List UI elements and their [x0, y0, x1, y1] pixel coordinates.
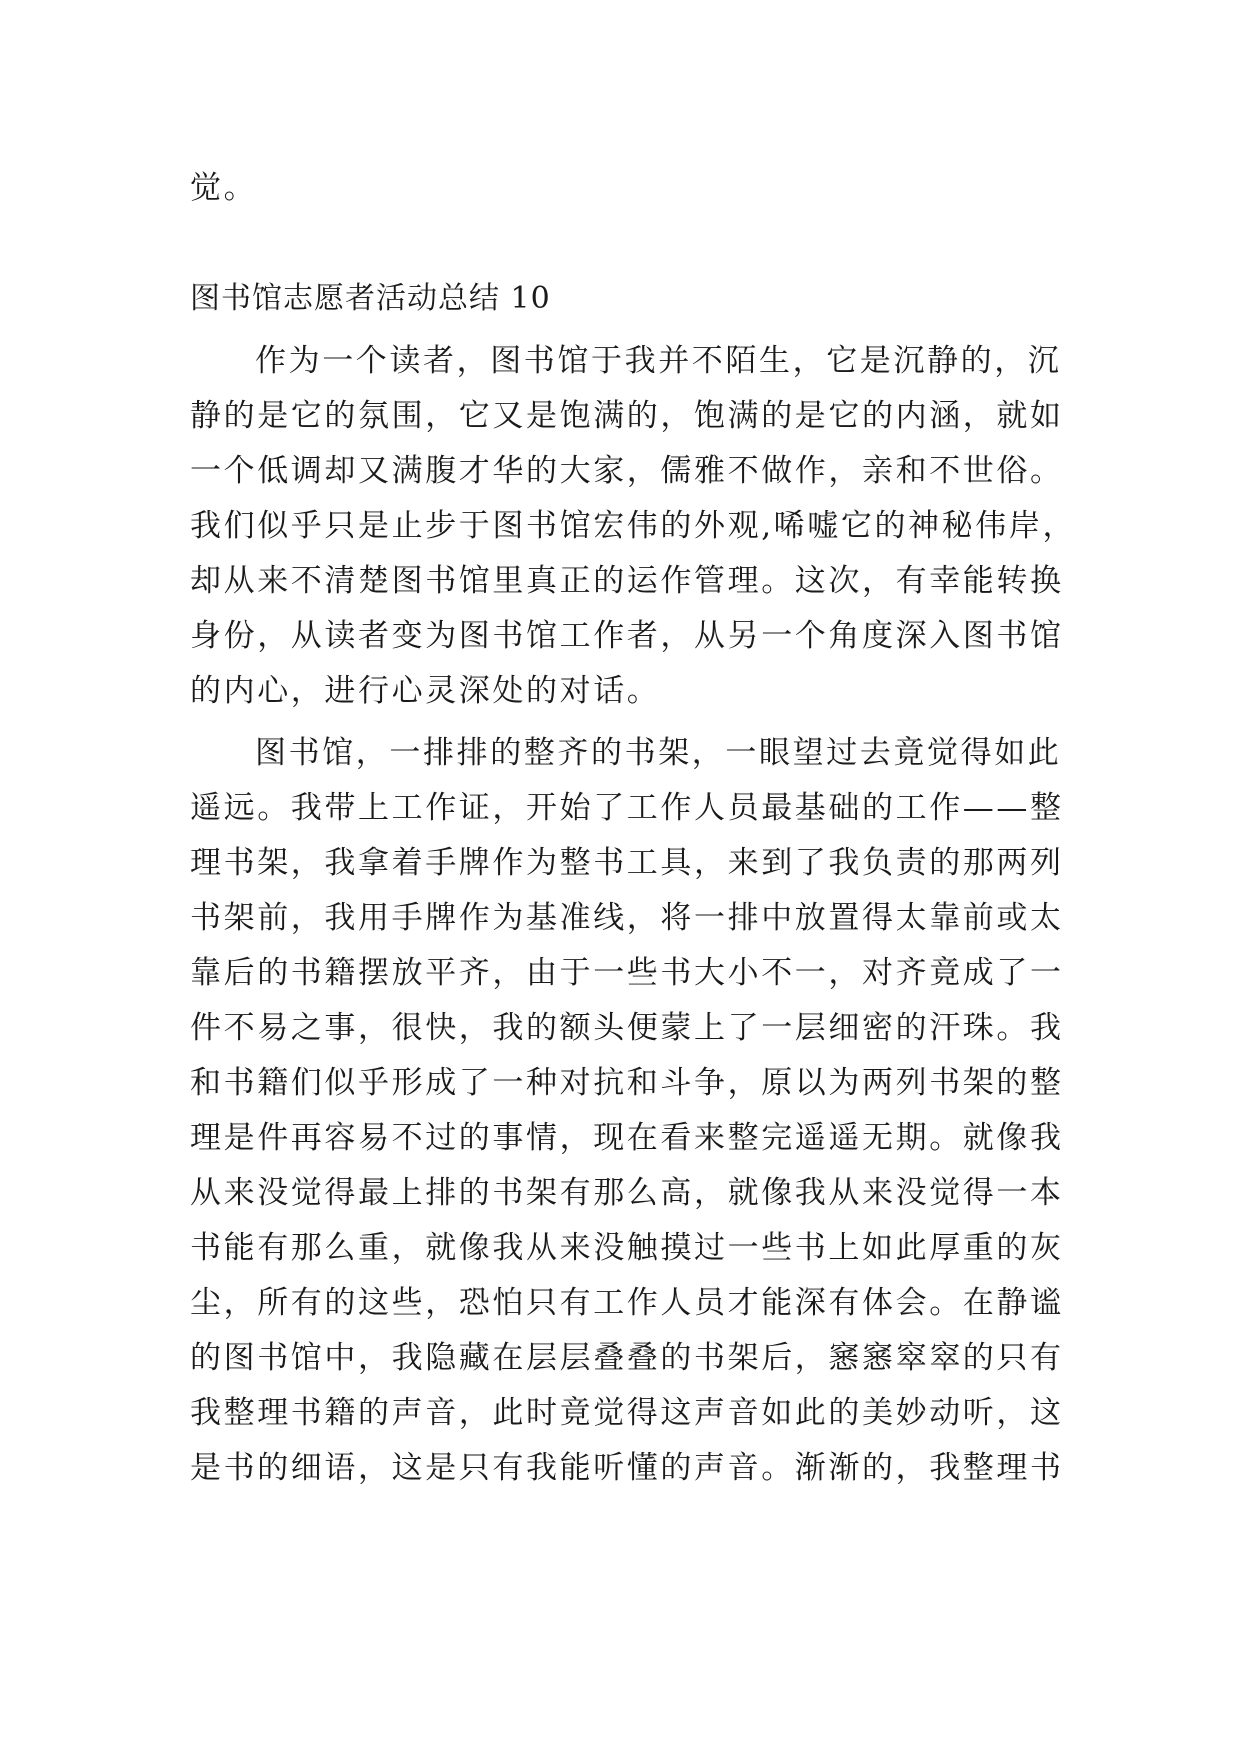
paragraph-line: 和书籍们似乎形成了一种对抗和斗争，原以为两列书架的整: [190, 1065, 1064, 1101]
section-heading: 图书馆志愿者活动总结 10: [190, 281, 551, 316]
paragraph-line: 却从来不清楚图书馆里真正的运作管理。这次，有幸能转换: [190, 563, 1064, 599]
paragraph-line: 理书架，我拿着手牌作为整书工具，来到了我负责的那两列: [190, 845, 1064, 881]
paragraph-line: 图书馆，一排排的整齐的书架，一眼望过去竟觉得如此: [255, 735, 1062, 771]
paragraph-line: 作为一个读者，图书馆于我并不陌生，它是沉静的，沉: [255, 343, 1062, 379]
paragraph-line: 书能有那么重，就像我从来没触摸过一些书上如此厚重的灰: [190, 1230, 1064, 1266]
paragraph-line: 我整理书籍的声音，此时竟觉得这声音如此的美妙动听，这: [190, 1395, 1064, 1431]
paragraph-line: 身份，从读者变为图书馆工作者，从另一个角度深入图书馆: [190, 618, 1064, 654]
paragraph-line: 尘，所有的这些，恐怕只有工作人员才能深有体会。在静谧: [190, 1285, 1064, 1321]
paragraph-line: 是书的细语，这是只有我能听懂的声音。渐渐的，我整理书: [190, 1450, 1064, 1486]
paragraph-line: 靠后的书籍摆放平齐，由于一些书大小不一，对齐竟成了一: [190, 955, 1064, 991]
paragraph-line: 的图书馆中，我隐藏在层层叠叠的书架后，窸窸窣窣的只有: [190, 1340, 1064, 1376]
paragraph-line: 遥远。我带上工作证，开始了工作人员最基础的工作——整: [190, 790, 1064, 826]
paragraph-line: 书架前，我用手牌作为基准线，将一排中放置得太靠前或太: [190, 900, 1064, 936]
paragraph-line: 静的是它的氛围，它又是饱满的，饱满的是它的内涵，就如: [190, 398, 1064, 434]
carryover-line: 觉。: [190, 170, 258, 206]
paragraph-line: 理是件再容易不过的事情，现在看来整完遥遥无期。就像我: [190, 1120, 1064, 1156]
paragraph-line: 的内心，进行心灵深处的对话。: [190, 673, 661, 709]
paragraph-line: 件不易之事，很快，我的额头便蒙上了一层细密的汗珠。我: [190, 1010, 1064, 1046]
paragraph-line: 一个低调却又满腹才华的大家，儒雅不做作，亲和不世俗。: [190, 453, 1064, 489]
paragraph-line: 从来没觉得最上排的书架有那么高，就像我从来没觉得一本: [190, 1175, 1064, 1211]
paragraph-line: 我们似乎只是止步于图书馆宏伟的外观,唏嘘它的神秘伟岸，: [190, 508, 1077, 544]
